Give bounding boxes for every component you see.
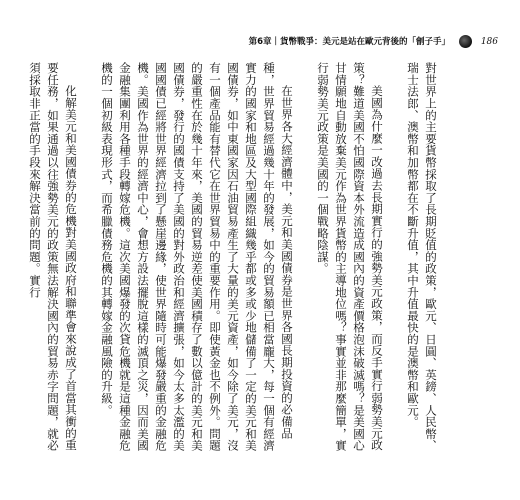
paragraph-3: 在世界各大經濟體中，美元和美國債券是世界各國長期投資的必備品種，世界貿易經過幾十年的發展，如今的貿易額已相當龐大，每一個有經濟實力的國家和地區及大型國際組織幾乎都或多或少地儲備了一定的美元和美國債券，如中東國家因石油貿易產生了大量的美元資產，如今除了美元，沒有一個產品能有替代它在世界貿易中的重要作用。即使黃金也不例外。問題的嚴重性在於幾十年來，美國的貿易逆差使美國積存了數以億計的美元和美國債券，發行的國債支持了美國的對外政治和經濟擴張，如今太多太濫的美國國債已經將世界經濟拉到了懸崖邊緣，使世界隨時可能爆發嚴重的金融危機。美國作為世界的經濟中心，會想方設法擺脫這樣的滅頂之災，因而美國金融集團利用各種手段轉嫁危機。這次美國爆發的次貸危機就是這種金融危機的一個初級表現形式，而希臘債務危機的其轉嫁金融風險的升級。 [100,62,294,452]
paragraph-gap [386,62,404,462]
paragraph-gap [296,62,314,462]
paragraph-2: 美國為什麼一改過去長期實行的強勢美元政策，而反手實行弱勢美元政策？難道美國不怕國際資本外流造成國內的資產價格泡沫破滅嗎？是美國心甘情願地自動放棄美元作為世界貨幣的主導地位嗎？事實並非那麼簡單，實行弱勢美元政策是美國的一個戰略陰謀。 [316,62,384,452]
body-text [28,62,440,462]
chapter-title: 第6章｜貨幣戰爭：美元是站在歐元背後的「劊子手」 [248,37,450,47]
page-number: 186 [480,37,498,47]
ink-blot-logo-icon [459,35,472,48]
page-header [0,34,520,50]
paragraph-4: 化解美元和美國債券的危機對美國政府和聯準會來說成了首當其衝的重要任務，如果通過以往強勢美元的政策無法解決國內的貿易赤字問題，就必須採取非正當的手段來解決當前的問題。實行 [28,62,78,452]
paragraph-1: 對世界上的主要貨幣採取了長期貶值的政策，歐元、日圓、英鎊、人民幣、瑞士法郎、澳幣和加幣都在不斷升值，其中升值最快的是澳幣和歐元。 [406,62,438,452]
paragraph-gap [80,62,98,462]
